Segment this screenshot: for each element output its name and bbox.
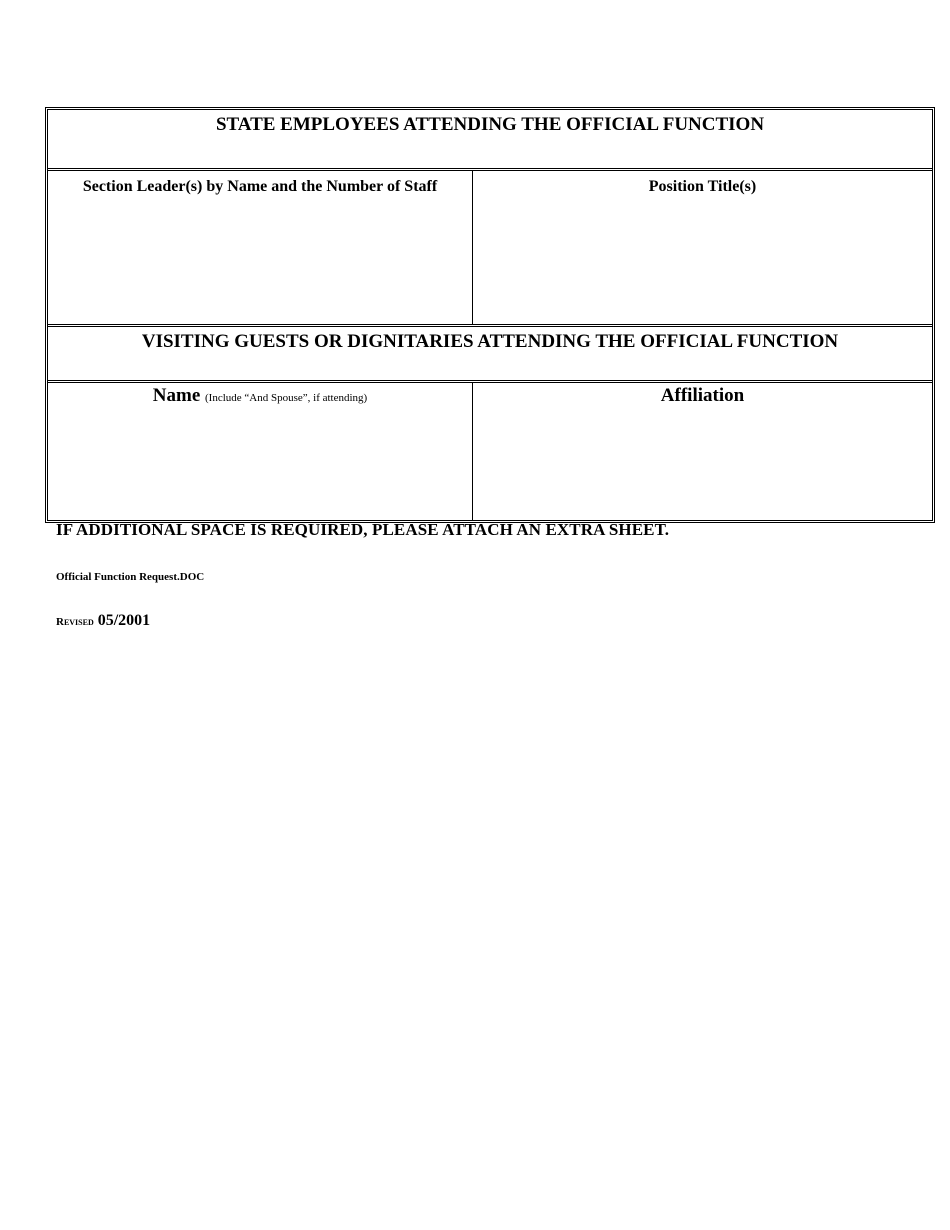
additional-space-notice: IF ADDITIONAL SPACE IS REQUIRED, PLEASE ATTACH AN EXTRA SHEET. [56, 520, 670, 539]
position-titles-label: Position Title(s) [648, 178, 757, 195]
visitors-section-title: VISITING GUESTS OR DIGNITARIES ATTENDING THE OFFICIAL FUNCTION [141, 331, 839, 352]
document-filename: Official Function Request.DOC [56, 571, 205, 583]
visitors-fields-row [48, 380, 932, 520]
position-titles-field[interactable] [473, 171, 932, 324]
section-leaders-field[interactable] [48, 171, 473, 324]
state-employees-title-row [48, 110, 932, 168]
state-employees-section-title: STATE EMPLOYEES ATTENDING THE OFFICIAL FUNCTION [215, 114, 765, 135]
affiliation-label: Affiliation [660, 385, 745, 406]
state-employees-fields-row [48, 168, 932, 324]
section-leaders-label: Section Leader(s) by Name and the Number of Staff [82, 178, 438, 195]
visitors-title-row [48, 324, 932, 380]
revised-date: 05/2001 [97, 612, 151, 629]
official-function-attendees-table [45, 107, 935, 523]
visitor-name-field[interactable] [48, 383, 473, 520]
affiliation-field[interactable] [473, 383, 932, 520]
revision-info [56, 612, 150, 630]
visitor-name-label: Name [152, 385, 201, 406]
visitor-name-note: (Include “And Spouse”, if attending) [205, 392, 368, 404]
revised-label: Revised [56, 616, 94, 628]
